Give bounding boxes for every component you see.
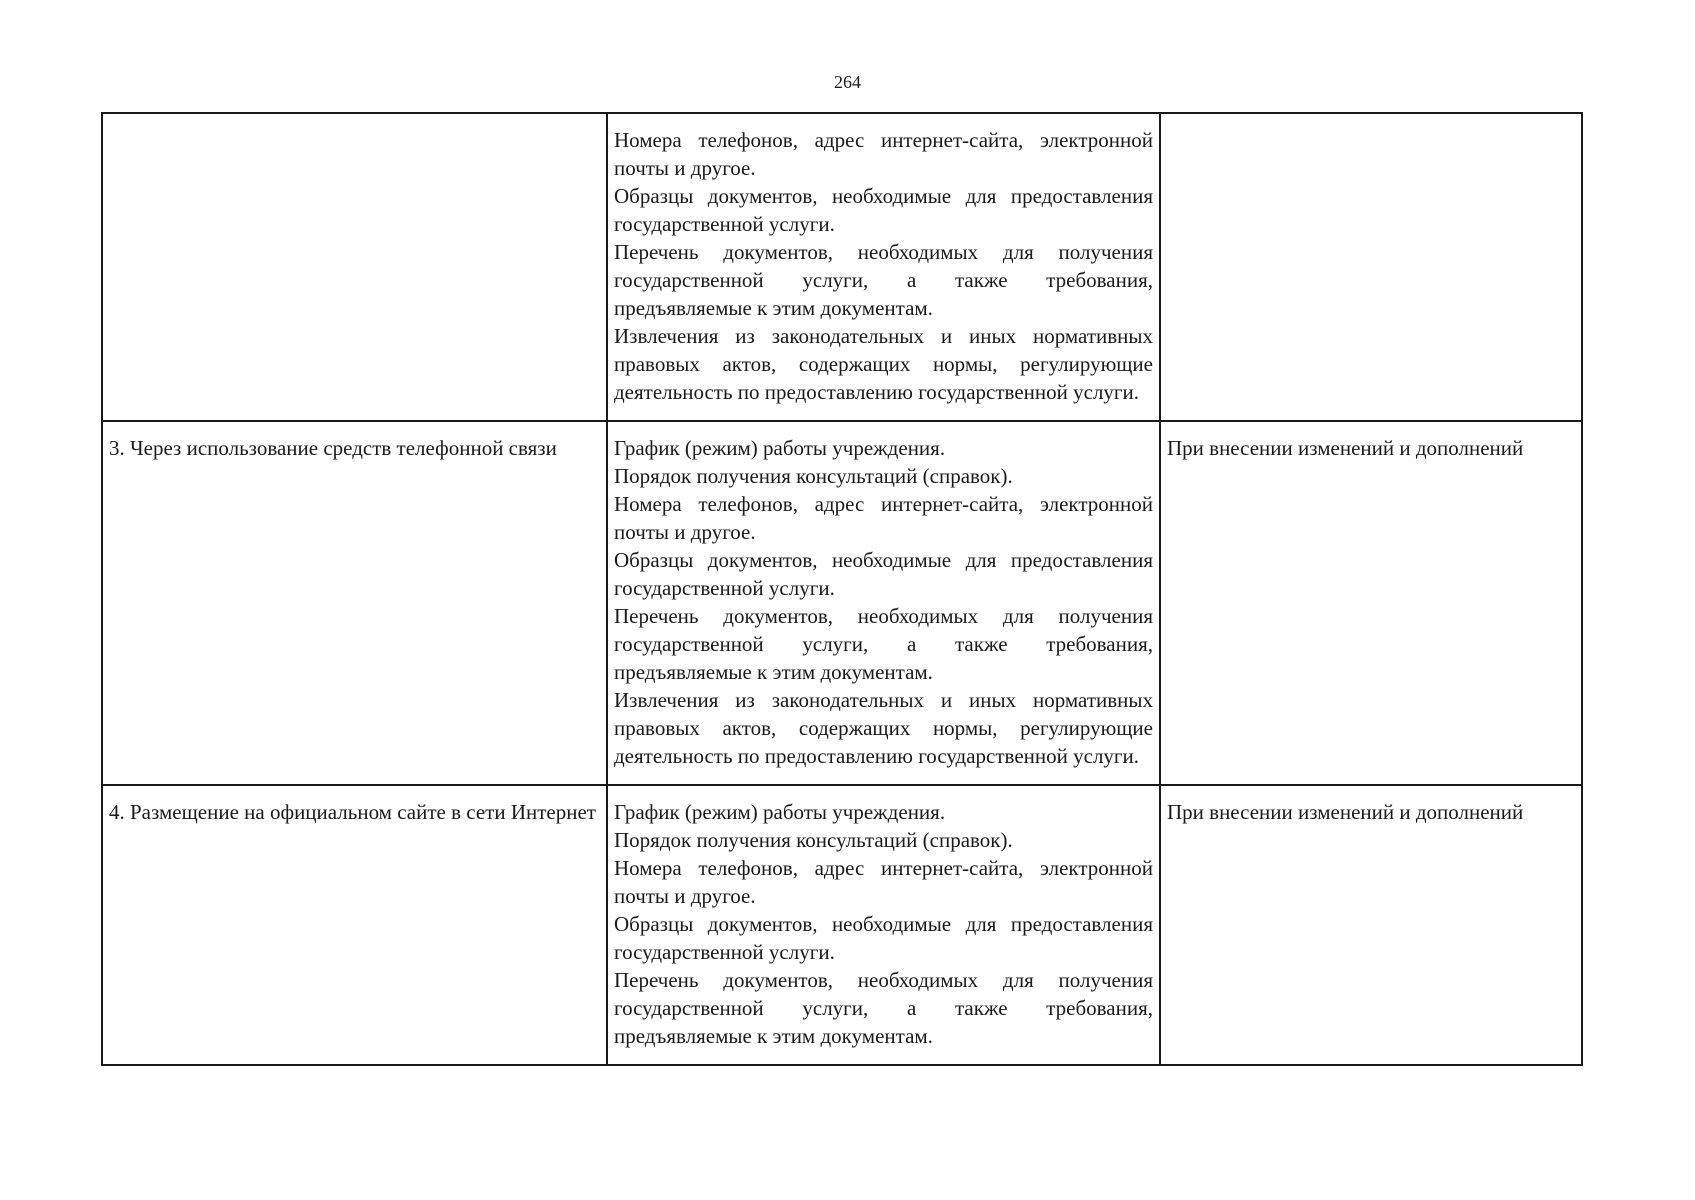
info-paragraph: График (режим) работы учреждения. bbox=[614, 436, 946, 460]
info-cell bbox=[607, 113, 1160, 421]
info-paragraph: Номера телефонов, адрес интернет-сайта, электронной почты и другое. bbox=[614, 128, 1153, 180]
frequency-text: При внесении изменений и дополнений bbox=[1167, 436, 1524, 460]
info-paragraph: Номера телефонов, адрес интернет-сайта, электронной почты и другое. bbox=[614, 492, 1153, 544]
table-row bbox=[102, 785, 1582, 1065]
method-text: 3. Через использование средств телефонной связи bbox=[109, 436, 557, 460]
info-paragraph: Образцы документов, необходимые для предоставления государственной услуги. bbox=[614, 184, 1153, 236]
info-paragraph: Порядок получения консультаций (справок). bbox=[614, 464, 1013, 488]
frequency-text: При внесении изменений и дополнений bbox=[1167, 800, 1524, 824]
info-cell bbox=[607, 421, 1160, 785]
table-row bbox=[102, 113, 1582, 421]
info-paragraph: График (режим) работы учреждения. bbox=[614, 800, 946, 824]
info-cell bbox=[607, 785, 1160, 1065]
info-paragraph: Перечень документов, необходимых для получения государственной услуги, а также требования, предъявляемые к этим документам. bbox=[614, 968, 1153, 1048]
method-cell bbox=[102, 421, 607, 785]
info-paragraph: Извлечения из законодательных и иных нормативных правовых актов, содержащих нормы, регулирующие деятельность по предоставлению государственной услуги. bbox=[614, 688, 1153, 768]
info-table bbox=[101, 112, 1583, 1066]
info-paragraph: Извлечения из законодательных и иных нормативных правовых актов, содержащих нормы, регулирующие деятельность по предоставлению государственной услуги. bbox=[614, 324, 1153, 404]
info-paragraph: Порядок получения консультаций (справок). bbox=[614, 828, 1013, 852]
info-paragraph: Перечень документов, необходимых для получения государственной услуги, а также требования, предъявляемые к этим документам. bbox=[614, 240, 1153, 320]
table-row bbox=[102, 421, 1582, 785]
method-cell bbox=[102, 113, 607, 421]
method-cell bbox=[102, 785, 607, 1065]
page-number: 264 bbox=[834, 72, 861, 92]
info-paragraph: Перечень документов, необходимых для получения государственной услуги, а также требования, предъявляемые к этим документам. bbox=[614, 604, 1153, 684]
frequency-cell bbox=[1160, 785, 1582, 1065]
method-text: 4. Размещение на официальном сайте в сети Интернет bbox=[109, 800, 596, 824]
info-paragraph: Номера телефонов, адрес интернет-сайта, электронной почты и другое. bbox=[614, 856, 1153, 908]
frequency-cell bbox=[1160, 421, 1582, 785]
info-paragraph: Образцы документов, необходимые для предоставления государственной услуги. bbox=[614, 548, 1153, 600]
frequency-cell bbox=[1160, 113, 1582, 421]
info-paragraph: Образцы документов, необходимые для предоставления государственной услуги. bbox=[614, 912, 1153, 964]
